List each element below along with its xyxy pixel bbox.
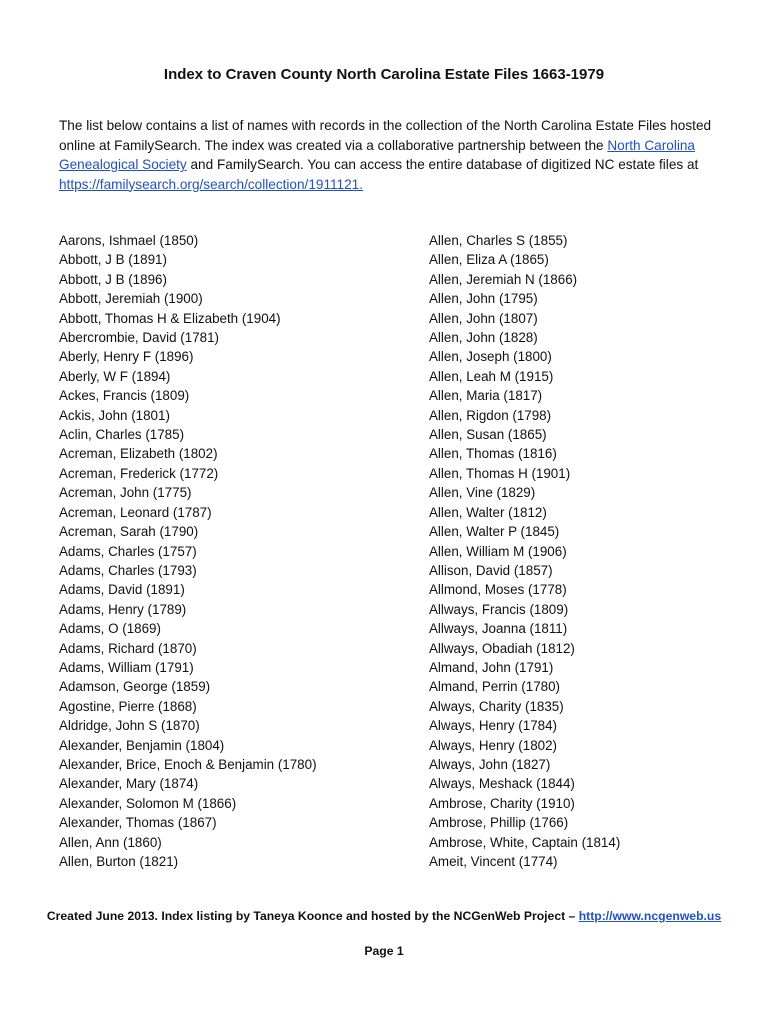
name-entry: Acreman, Frederick (1772) — [59, 465, 219, 481]
name-entry: Always, Henry (1784) — [429, 718, 558, 734]
name-entry: Acreman, Leonard (1787) — [59, 504, 212, 520]
name-entry: Allen, Eliza A (1865) — [429, 252, 549, 268]
name-entry: Adamson, George (1859) — [59, 679, 211, 695]
name-entry: Allways, Obadiah (1812) — [429, 640, 575, 656]
name-entry: Alexander, Brice, Enoch & Benjamin (1780) — [59, 756, 317, 772]
name-entry: Ackes, Francis (1809) — [59, 388, 190, 404]
name-entry: Aclin, Charles (1785) — [59, 427, 185, 443]
name-entry: Allen, Ann (1860) — [59, 834, 162, 850]
name-entry: Alexander, Thomas (1867) — [59, 815, 217, 831]
name-entry: Allen, William M (1906) — [429, 543, 567, 559]
name-entry: Abercrombie, David (1781) — [59, 330, 220, 346]
name-entry: Allways, Joanna (1811) — [429, 621, 568, 637]
name-entry: Ambrose, White, Captain (1814) — [429, 834, 621, 850]
name-entry: Alexander, Solomon M (1866) — [59, 795, 237, 811]
name-entry: Acreman, Sarah (1790) — [59, 524, 199, 540]
name-entry: Allen, Vine (1829) — [429, 485, 536, 501]
intro-text-part2: and FamilySearch. You can access the entire database of digitized NC estate files at — [186, 157, 699, 172]
name-entry: Allen, John (1795) — [429, 291, 538, 307]
name-entry: Adams, Richard (1870) — [59, 640, 197, 656]
name-entry: Aldridge, John S (1870) — [59, 718, 200, 734]
name-entry: Abbott, J B (1896) — [59, 271, 167, 287]
name-entry: Allen, Leah M (1915) — [429, 368, 554, 384]
name-entry: Acreman, John (1775) — [59, 485, 192, 501]
name-entry: Ambrose, Charity (1910) — [429, 795, 575, 811]
name-entry: Agostine, Pierre (1868) — [59, 698, 197, 714]
name-entry: Adams, O (1869) — [59, 621, 161, 637]
name-entry: Aarons, Ishmael (1850) — [59, 233, 199, 248]
page-title: Index to Craven County North Carolina Estate Files 1663-1979 — [163, 66, 605, 83]
name-entry: Always, Meshack (1844) — [429, 776, 575, 792]
name-entry: Adams, David (1891) — [59, 582, 185, 598]
footer-text: Created June 2013. Index listing by Taneya Koonce and hosted by the NCGenWeb Project – — [46, 909, 579, 923]
names-list-right — [429, 231, 749, 871]
name-entry: Almand, Perrin (1780) — [429, 679, 560, 695]
names-list-left — [59, 231, 399, 871]
name-entry: Adams, Charles (1757) — [59, 543, 197, 559]
name-entry: Allen, Walter (1812) — [429, 504, 547, 520]
name-entry: Abbott, Jeremiah (1900) — [59, 291, 203, 307]
intro-paragraph — [59, 116, 724, 194]
page-number: Page 1 — [364, 944, 404, 958]
name-entry: Allen, Charles S (1855) — [429, 233, 568, 248]
name-entry: Allways, Francis (1809) — [429, 601, 569, 617]
name-entry: Allen, John (1828) — [429, 330, 538, 346]
name-entry: Acreman, Elizabeth (1802) — [59, 446, 218, 462]
ncgenweb-link[interactable]: http://www.ncgenweb.us — [578, 909, 722, 923]
footer-credit — [0, 907, 768, 925]
name-entry: Ameit, Vincent (1774) — [429, 854, 558, 869]
name-entry: Ackis, John (1801) — [59, 407, 170, 423]
name-entry: Adams, Charles (1793) — [59, 562, 197, 578]
name-entry: Allen, Joseph (1800) — [429, 349, 552, 365]
name-entry: Always, Charity (1835) — [429, 698, 564, 714]
name-entry: Aberly, W F (1894) — [59, 368, 171, 384]
name-entry: Allen, Susan (1865) — [429, 427, 547, 443]
name-entry: Allison, David (1857) — [429, 562, 553, 578]
name-entry: Allen, Rigdon (1798) — [429, 407, 552, 423]
name-entry: Almand, John (1791) — [429, 659, 554, 675]
name-entry: Allen, Walter P (1845) — [429, 524, 560, 540]
name-entry: Allen, Thomas H (1901) — [429, 465, 571, 481]
name-entry: Alexander, Benjamin (1804) — [59, 737, 225, 753]
ncgs-link[interactable]: North Carolina Genealogical Society — [59, 137, 695, 172]
name-entry: Allmond, Moses (1778) — [429, 582, 567, 598]
name-entry: Allen, Thomas (1816) — [429, 446, 557, 462]
name-entry: Adams, William (1791) — [59, 659, 194, 675]
intro-text-part1: The list below contains a list of names with records in the collection of the North Carolina Estate Files hosted online at FamilySearch. The index was created via a collaborative partnership between the — [59, 118, 712, 153]
name-entry: Allen, Burton (1821) — [59, 854, 179, 869]
name-entry: Allen, John (1807) — [429, 310, 538, 326]
name-entry: Always, John (1827) — [429, 756, 551, 772]
name-entry: Adams, Henry (1789) — [59, 601, 187, 617]
name-entry: Allen, Maria (1817) — [429, 388, 543, 404]
name-entry: Aberly, Henry F (1896) — [59, 349, 194, 365]
name-entry: Alexander, Mary (1874) — [59, 776, 199, 792]
name-entry: Allen, Jeremiah N (1866) — [429, 271, 578, 287]
familysearch-collection-link[interactable]: https://familysearch.org/search/collection/1911121. — [59, 176, 364, 192]
name-entry: Ambrose, Phillip (1766) — [429, 815, 569, 831]
name-entry: Abbott, Thomas H & Elizabeth (1904) — [59, 310, 281, 326]
name-entry: Abbott, J B (1891) — [59, 252, 167, 268]
name-entry: Always, Henry (1802) — [429, 737, 558, 753]
